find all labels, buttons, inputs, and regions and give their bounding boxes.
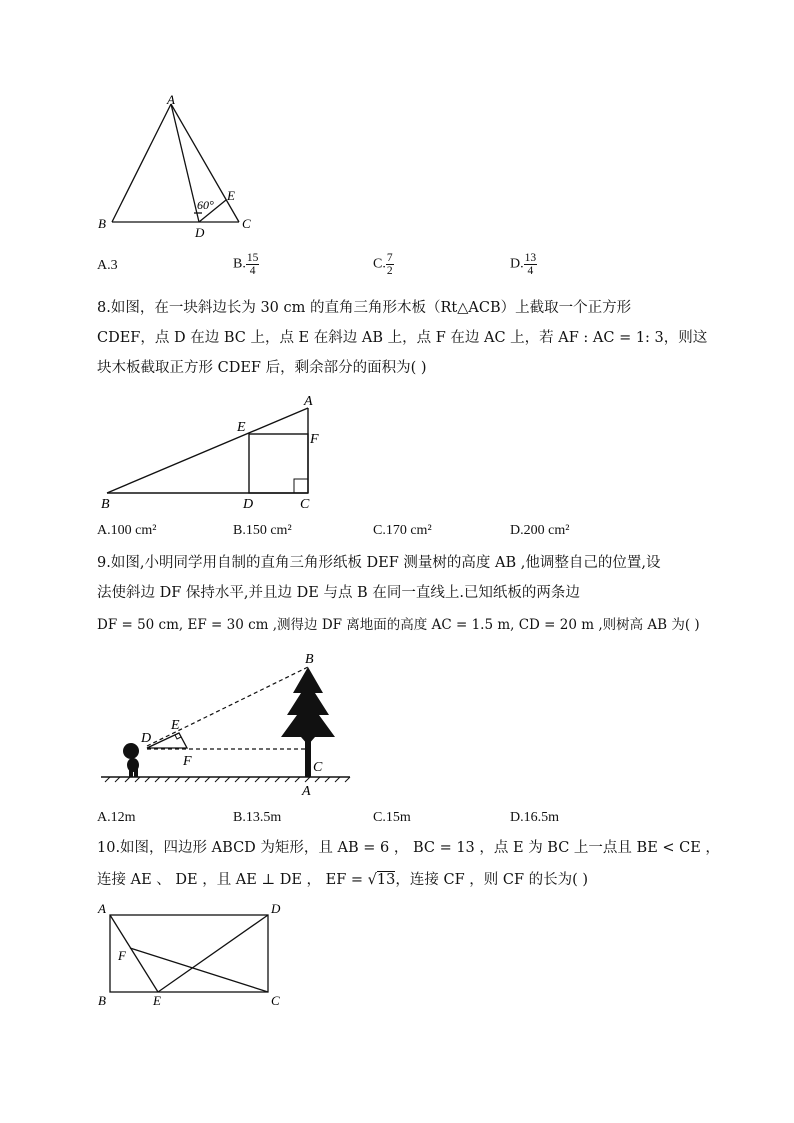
q8-option-d: D.200 cm² [510, 523, 570, 538]
q7-option-c-fraction [386, 252, 394, 277]
q9-option-d: D.16.5m [510, 810, 559, 825]
q8-label-c: C [300, 497, 310, 512]
q9-option-c: C.15m [373, 810, 411, 825]
q9-question-line-3: DF = 50 cm, EF = 30 cm ,测得边 DF 离地面的高度 AC = 1.5 m, CD = 20 m ,则树高 AB 为( ) [97, 617, 700, 633]
q7-option-d-denominator: 4 [527, 265, 534, 277]
q8-question-line-3: 块木板截取正方形 CDEF 后，剩余部分的面积为( ) [97, 360, 427, 376]
q9-person [123, 743, 139, 777]
q9-question-line-1: 9.如图,小明同学用自制的直角三角形纸板 DEF 测量树的高度 AB ,他调整自己的位置,设 [97, 555, 661, 571]
q8-question-line-1: 8.如图，在一块斜边长为 30 cm 的直角三角形木板（Rt△ACB）上截取一个正方形 [97, 300, 632, 316]
q8-hypotenuse-ab [107, 408, 308, 493]
q10-figure [93, 898, 293, 1013]
q9-figure [95, 645, 355, 800]
q9-tree [281, 667, 335, 777]
q10-question-line-1: 10.如图，四边形 ABCD 为矩形，且 AB = 6 ， BC = 13 ，点 E 为 BC 上一点且 BE < CE ， [97, 840, 720, 856]
q9-label-d: D [141, 731, 152, 746]
q7-option-c [373, 252, 394, 277]
q7-option-b-prefix: B. [233, 256, 246, 272]
q7-option-d-numerator: 13 [524, 252, 537, 264]
q10-line-2-part-b: ，连接 CF ，则 CF 的长为( ) [395, 872, 589, 888]
q10-sqrt-radicand: 13 [376, 872, 396, 888]
q7-option-c-numerator: 7 [386, 252, 393, 264]
q8-label-a: A [304, 394, 313, 409]
q8-option-c: C.170 cm² [373, 523, 432, 538]
q7-option-b [233, 252, 259, 277]
q10-label-e: E [153, 993, 161, 1008]
q7-label-d: D [195, 225, 205, 240]
q10-label-f: F [118, 948, 126, 963]
q10-line-2-part-a: 连接 AE 、 DE ，且 AE ⊥ DE ， EF = [97, 872, 368, 888]
q8-label-d: D [243, 497, 254, 512]
q9-label-e: E [171, 718, 180, 733]
q9-option-b: B.13.5m [233, 810, 282, 825]
q7-option-d-fraction [524, 252, 538, 277]
q7-label-b: B [98, 216, 106, 231]
q7-figure [90, 92, 260, 242]
q7-option-b-fraction [246, 252, 260, 277]
q7-label-c: C [242, 216, 251, 231]
q8-figure [95, 388, 335, 513]
q7-option-c-denominator: 2 [386, 265, 393, 277]
q10-segment-de [158, 915, 268, 992]
q7-option-a: A.3 [97, 258, 118, 273]
q9-ground-hatching [105, 777, 350, 782]
q7-angle-label: 60° [197, 198, 214, 212]
q8-label-e: E [237, 420, 246, 435]
q8-option-a: A.100 cm² [97, 523, 157, 538]
q9-question-line-2: 法使斜边 DF 保持水平,并且边 DE 与点 B 在同一直线上.已知纸板的两条边 [97, 585, 580, 601]
q8-right-angle-mark [294, 479, 308, 493]
q7-option-d [510, 252, 537, 277]
q9-label-b: B [305, 652, 314, 667]
q10-label-d: D [271, 901, 281, 916]
q9-option-a: A.12m [97, 810, 136, 825]
q10-label-a: A [98, 901, 106, 916]
q10-label-b: B [98, 993, 106, 1008]
q7-label-a: A [167, 92, 175, 107]
q8-label-f: F [310, 432, 319, 447]
q8-label-b: B [101, 497, 110, 512]
q9-cardboard-triangle-def [147, 733, 187, 748]
q7-side-ab [112, 104, 171, 222]
q10-sqrt-sign: √ [367, 872, 377, 888]
q7-label-e: E [227, 188, 235, 203]
q7-option-c-prefix: C. [373, 256, 386, 272]
q7-option-b-numerator: 15 [246, 252, 259, 264]
q9-label-c: C [313, 760, 323, 775]
q9-label-a: A [302, 784, 311, 799]
q8-square-cdef [249, 434, 308, 493]
q10-question-line-2 [97, 870, 588, 890]
q10-segment-cf [130, 948, 268, 992]
q8-question-line-2: CDEF，点 D 在边 BC 上，点 E 在斜边 AB 上，点 F 在边 AC 上，若 AF : AC = 1: 3，则这 [97, 330, 708, 346]
q7-option-d-prefix: D. [510, 256, 524, 272]
q7-segment-ad [171, 104, 199, 222]
q9-label-f: F [183, 754, 192, 769]
q10-label-c: C [271, 993, 280, 1008]
q7-option-b-denominator: 4 [249, 265, 256, 277]
q8-option-b: B.150 cm² [233, 523, 292, 538]
